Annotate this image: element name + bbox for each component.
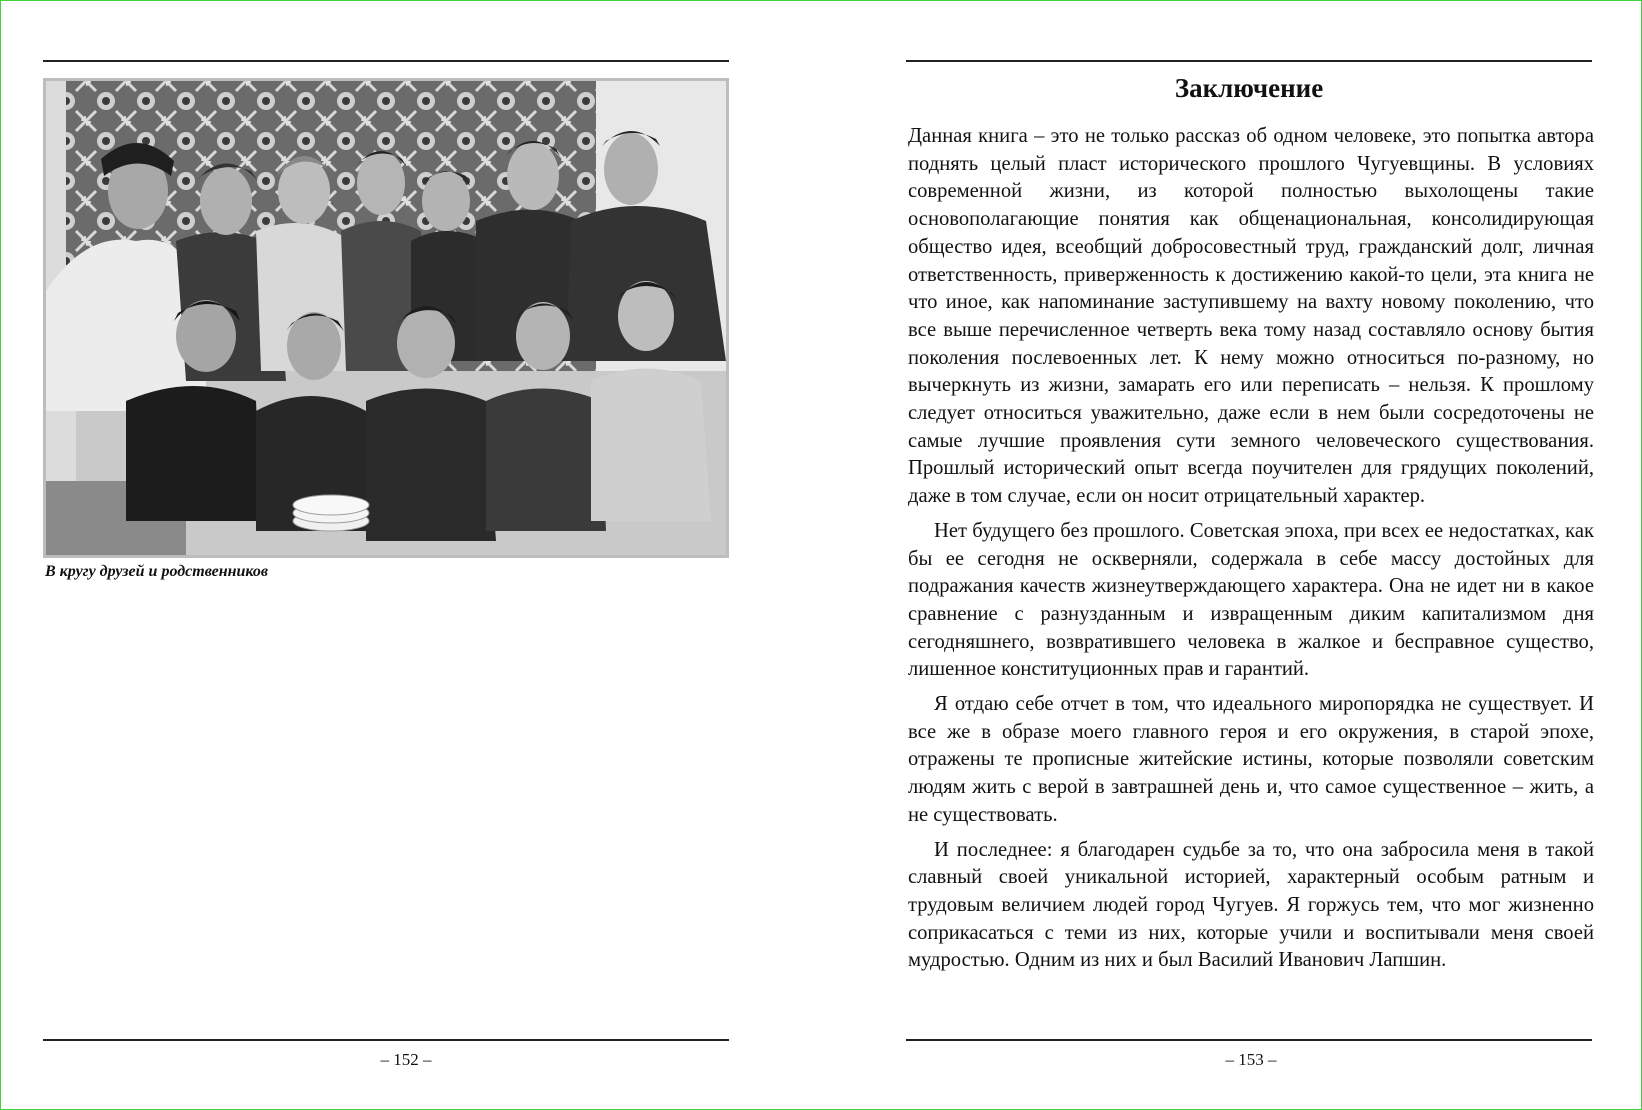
right-bottom-rule: [906, 1039, 1592, 1041]
photo-caption: В кругу друзей и родственников: [45, 563, 269, 580]
paragraph: И последнее: я благодарен судьбе за то, что она забросила меня в такой славный своей уникальной историей, характерный особым ратным и трудовым величием людей город Чугуев. Я горжусь тем, что мог жизненно соприкасаться с теми из них, которые учили и воспитывали меня своей мудростью. Одним из них и был Василий Иванович Лапшин.: [908, 838, 1594, 972]
left-bottom-rule: [43, 1039, 729, 1041]
right-top-rule: [906, 60, 1592, 62]
paragraph: Данная книга – это не только рассказ об одном человеке, это попытка автора поднять целый пласт исторического прошлого Чугуевщины. В условиях современной жизни, из которой полностью выхолощены такие основополагающие понятия как общенациональная, консолидирующая общество идея, всеобщий добросовестный труд, гражданский долг, личная ответственность, приверженность к достижению какой-то цели, эта книга не что иное, как напоминание заступившему на вахту новому поколению, что все выше перечисленное четверть века тому назад составляло основу бытия поколения послевоенных лет. К нему можно относиться по-разному, но вычеркнуть из жизни, замарать его или переписать – нельзя. К прошлому следует относиться уважительно, даже если в нем были сосредоточены не самые лучшие проявления сути земного человеческого существования. Прошлый исторический опыт всегда поучителен для грядущих поколений, даже в том случае, если он носит отрицательный характер.: [908, 125, 1594, 508]
chapter-title: Заключение: [1174, 73, 1324, 103]
left-top-rule: [43, 60, 729, 62]
paragraph: Я отдаю себе отчет в том, что идеального миропорядка не существует. И все же в образе моего главного героя и его окружения, в старой эпохе, отражены те прописные житейские истины, которые позволяли советским людям жить с верой в завтрашней день и, что самое существенное – жить, а не существовать.: [908, 693, 1594, 826]
page-number-right: – 153 –: [1225, 1050, 1277, 1069]
page-number-left: – 152 –: [380, 1050, 432, 1069]
body-text: [908, 123, 1594, 982]
group-photo-illustration: [46, 81, 726, 555]
group-photo: [43, 78, 729, 558]
paragraph: Нет будущего без прошлого. Советская эпоха, при всех ее недостатках, как бы ее сегодня не оскверняли, содержала в себе массу достойных для подражания качеств жизнеутверждающего характера. Она не идет ни в какое сравнение с разнузданным и извращенным диким капитализмом дня сегодняшнего, возвратившего человека в жалкое и бесправное существо, лишенное конституционных прав и гарантий.: [908, 519, 1594, 681]
